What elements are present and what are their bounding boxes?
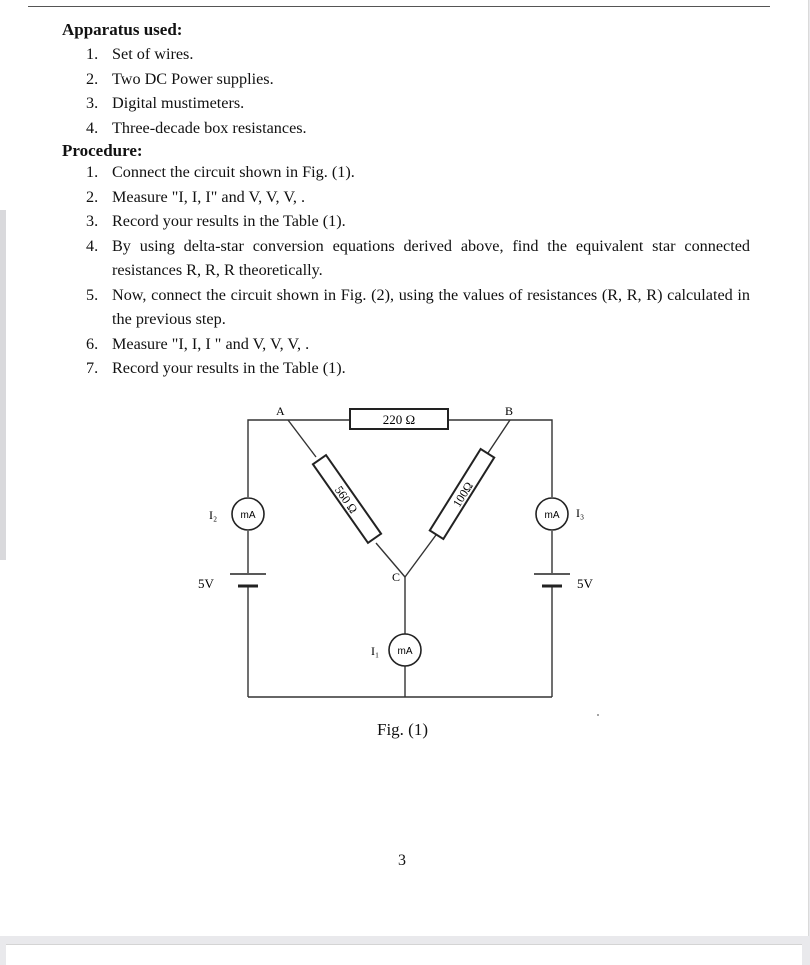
list-item: 4. By using delta-star conversion equations derived above, find the equivalent star connected resistances R, R, R theoretically. [86, 236, 750, 279]
node-a-label: A [276, 404, 285, 418]
resistor-560 [313, 455, 381, 543]
circuit-diagram [190, 395, 610, 705]
battery-left [230, 574, 266, 586]
procedure-heading: Procedure: [62, 141, 143, 160]
procedure-list [86, 160, 750, 381]
source-right-label: 5V [577, 576, 593, 591]
resistor-220-label: 220 Ω [382, 412, 416, 427]
resistor-100-label: 100Ω [449, 479, 476, 510]
battery-right [534, 574, 570, 586]
ammeter-bottom-label: mA [397, 646, 413, 657]
ammeter-right-label: mA [544, 510, 560, 521]
list-item: 1. Connect the circuit shown in Fig. (1). [86, 163, 355, 181]
list-item: 2. Measure "I, I, I" and V, V, V, . [86, 187, 306, 206]
ammeter-bottom [389, 634, 421, 666]
resistor-100 [430, 449, 494, 539]
list-item: 2. Two DC Power supplies. [86, 69, 274, 88]
list-item: 3. Digital mustimeters. [86, 94, 245, 112]
node-b-label: B [505, 404, 514, 418]
figure-caption: Fig. (1) [377, 720, 428, 739]
current-i2-label: I₂ [209, 508, 218, 522]
current-i3-label: I₃ [576, 506, 585, 520]
scrollbar[interactable] [0, 210, 6, 560]
top-rule [28, 6, 770, 7]
apparatus-heading: Apparatus used: [62, 20, 183, 39]
source-left-label: 5V [198, 576, 214, 591]
list-item: 5. Now, connect the circuit shown in Fig. (2), using the values of resistances (R, R, R) calculated in the previous step. [86, 285, 750, 328]
ammeter-left [232, 498, 264, 530]
next-page-edge [6, 944, 802, 965]
ammeter-left-label: mA [240, 510, 256, 521]
speck [597, 714, 599, 716]
resistor-560-label: 560 Ω [331, 483, 361, 516]
page-number: 3 [398, 852, 406, 869]
list-item: 6. Measure "I, I, I " and V, V, V, . [86, 334, 310, 353]
node-c-label: C [392, 570, 401, 584]
apparatus-list [86, 42, 746, 140]
list-item: 1. Set of wires. [86, 45, 194, 63]
current-i1-label: I₁ [371, 644, 380, 658]
ammeter-right [536, 498, 568, 530]
list-item: 3. Record your results in the Table (1). [86, 212, 346, 230]
list-item: 7. Record your results in the Table (1). [86, 359, 346, 377]
list-item: 4. Three-decade box resistances. [86, 118, 307, 137]
